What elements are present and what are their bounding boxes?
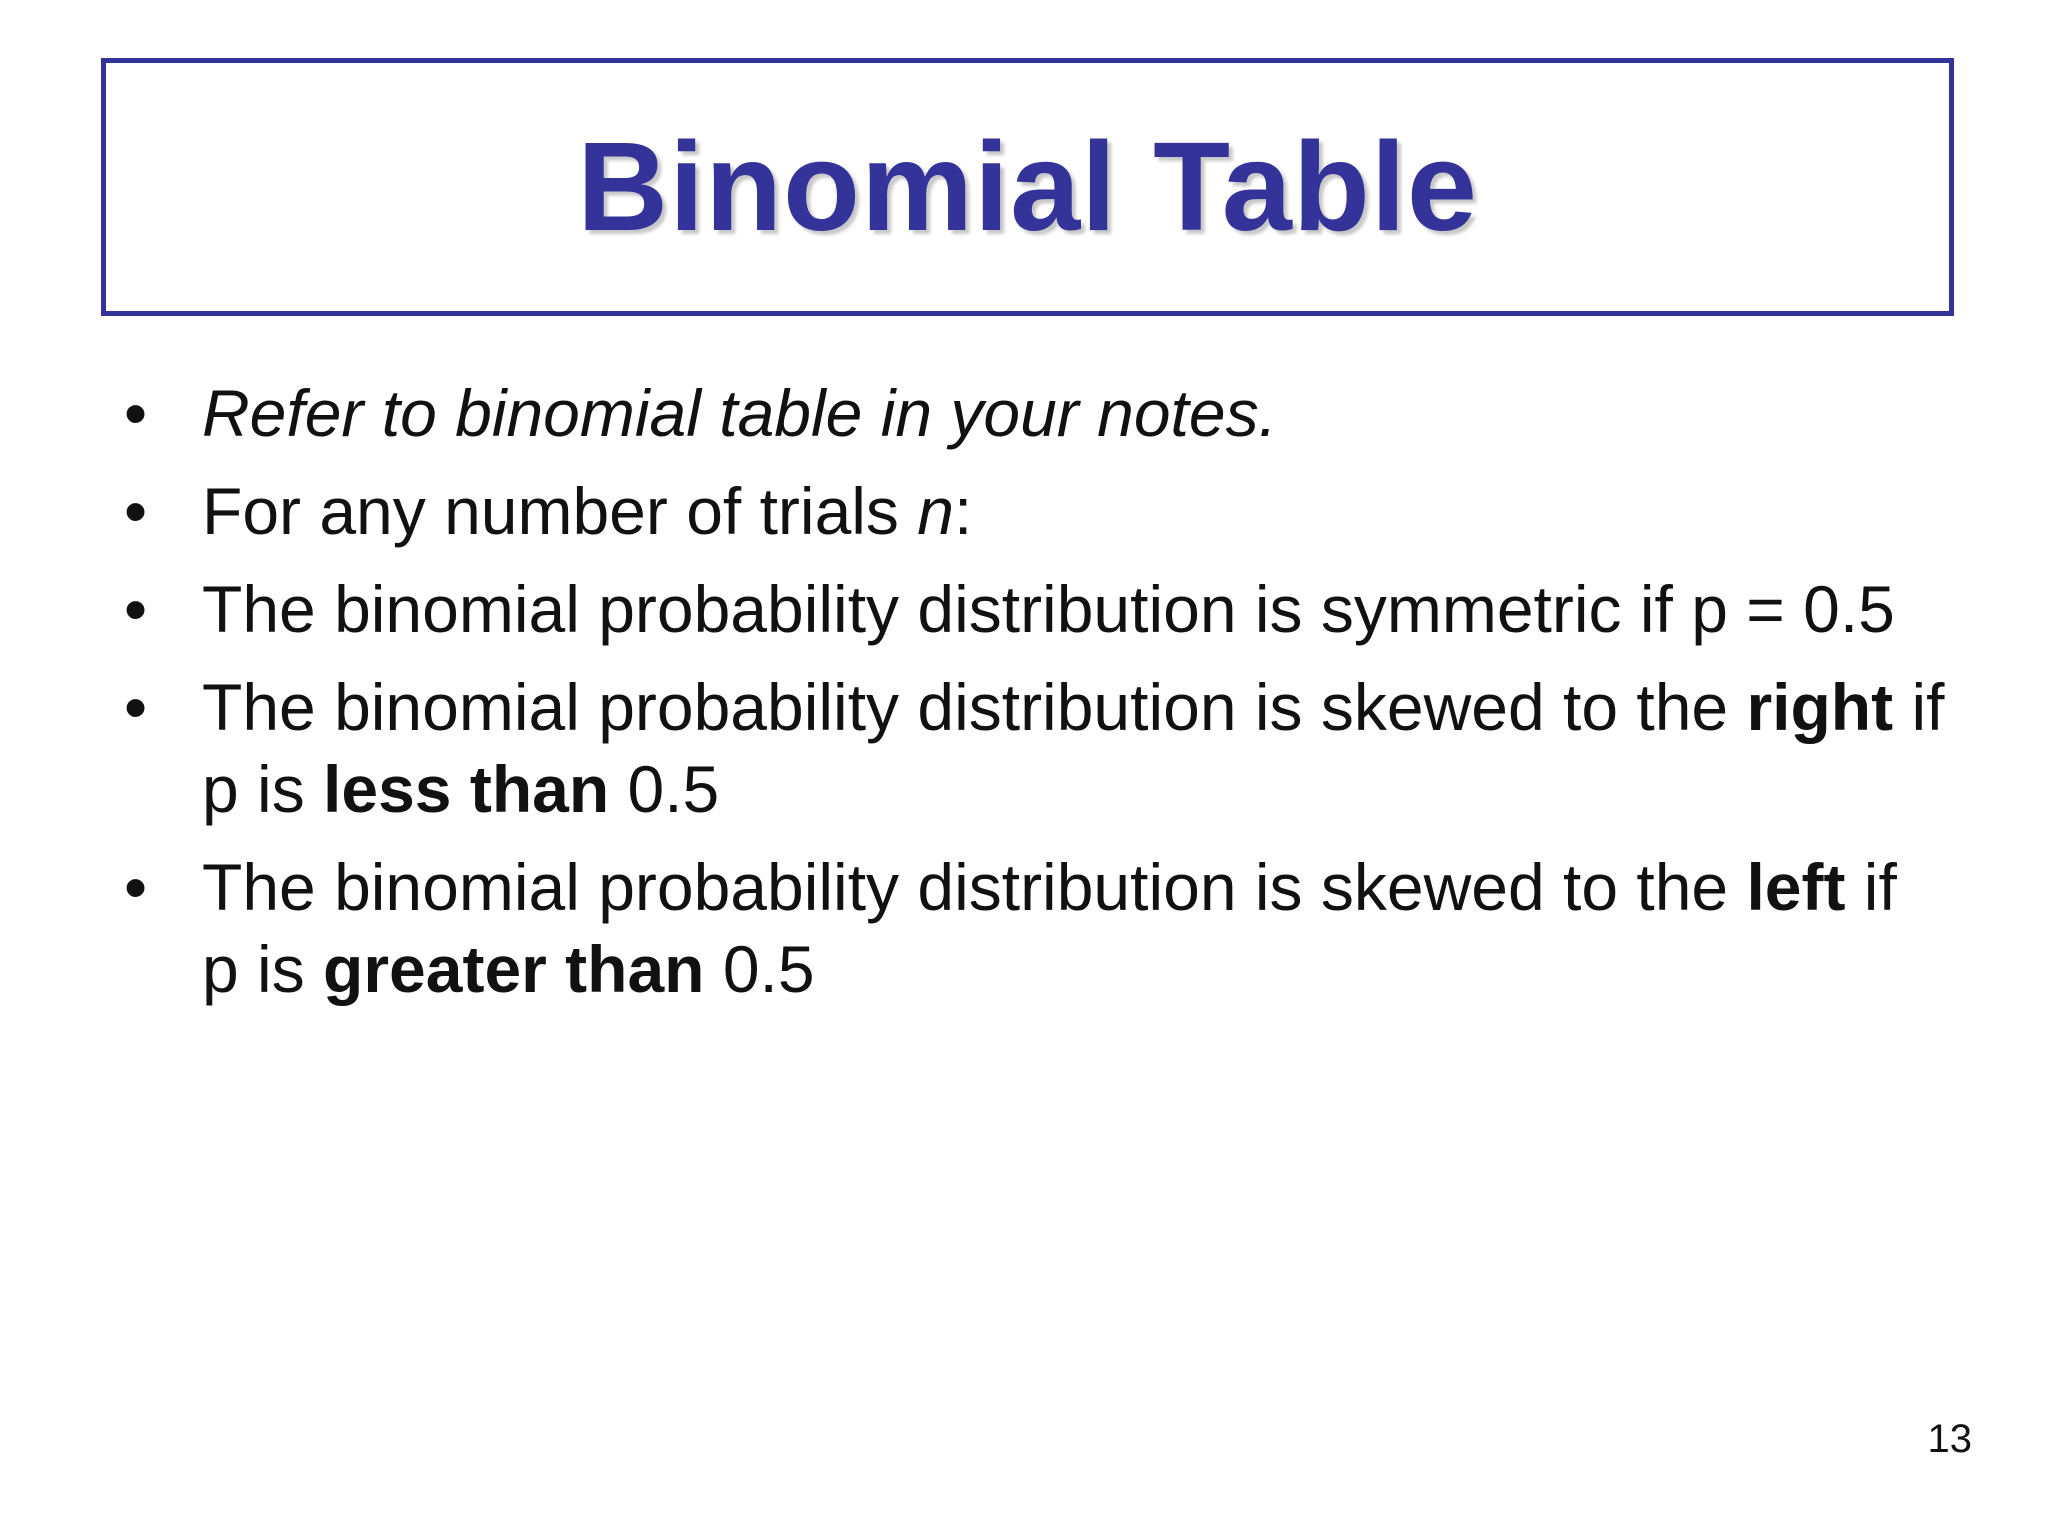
bullet-dot: • [124,670,148,744]
bullet-item [118,846,1948,1010]
bullet-text [202,470,1948,552]
bullet-text-part: if p is [202,670,1945,826]
bullet-dot: • [124,474,148,548]
bullet-text [202,666,1948,830]
bullet-dot: • [124,850,148,924]
bullet-text-part: The binomial probability distribution is skewed to the [202,670,1747,744]
bullet-dot: • [124,572,148,646]
slide-title: Binomial Table [577,116,1478,257]
bullet-text-part: 0.5 [704,932,815,1006]
bullet-text-part: The binomial probability distribution is skewed to the [202,850,1747,924]
bullet-text [202,846,1948,1010]
bullet-text-part: For any number of trials [202,474,918,548]
bullet-text-part: 0.5 [609,752,720,826]
page-number: 13 [1927,1417,1972,1461]
bullet-item [118,470,1948,552]
bullet-list [118,372,1948,1026]
title-box [101,58,1954,316]
bullet-item [118,666,1948,830]
emphasis-comparison: less than [323,752,610,826]
bullet-item [118,568,1948,650]
bullet-item [118,372,1948,454]
bullet-text-part: if p is [202,850,1897,1006]
variable-n: n [917,474,954,548]
bullet-text: Refer to binomial table in your notes. [202,376,1277,450]
bullet-text-part: : [954,474,973,548]
emphasis-direction: left [1746,850,1846,924]
emphasis-direction: right [1746,670,1894,744]
bullet-dot: • [124,376,148,450]
bullet-text: The binomial probability distribution is symmetric if p = 0.5 [202,572,1895,646]
emphasis-comparison: greater than [323,932,705,1006]
